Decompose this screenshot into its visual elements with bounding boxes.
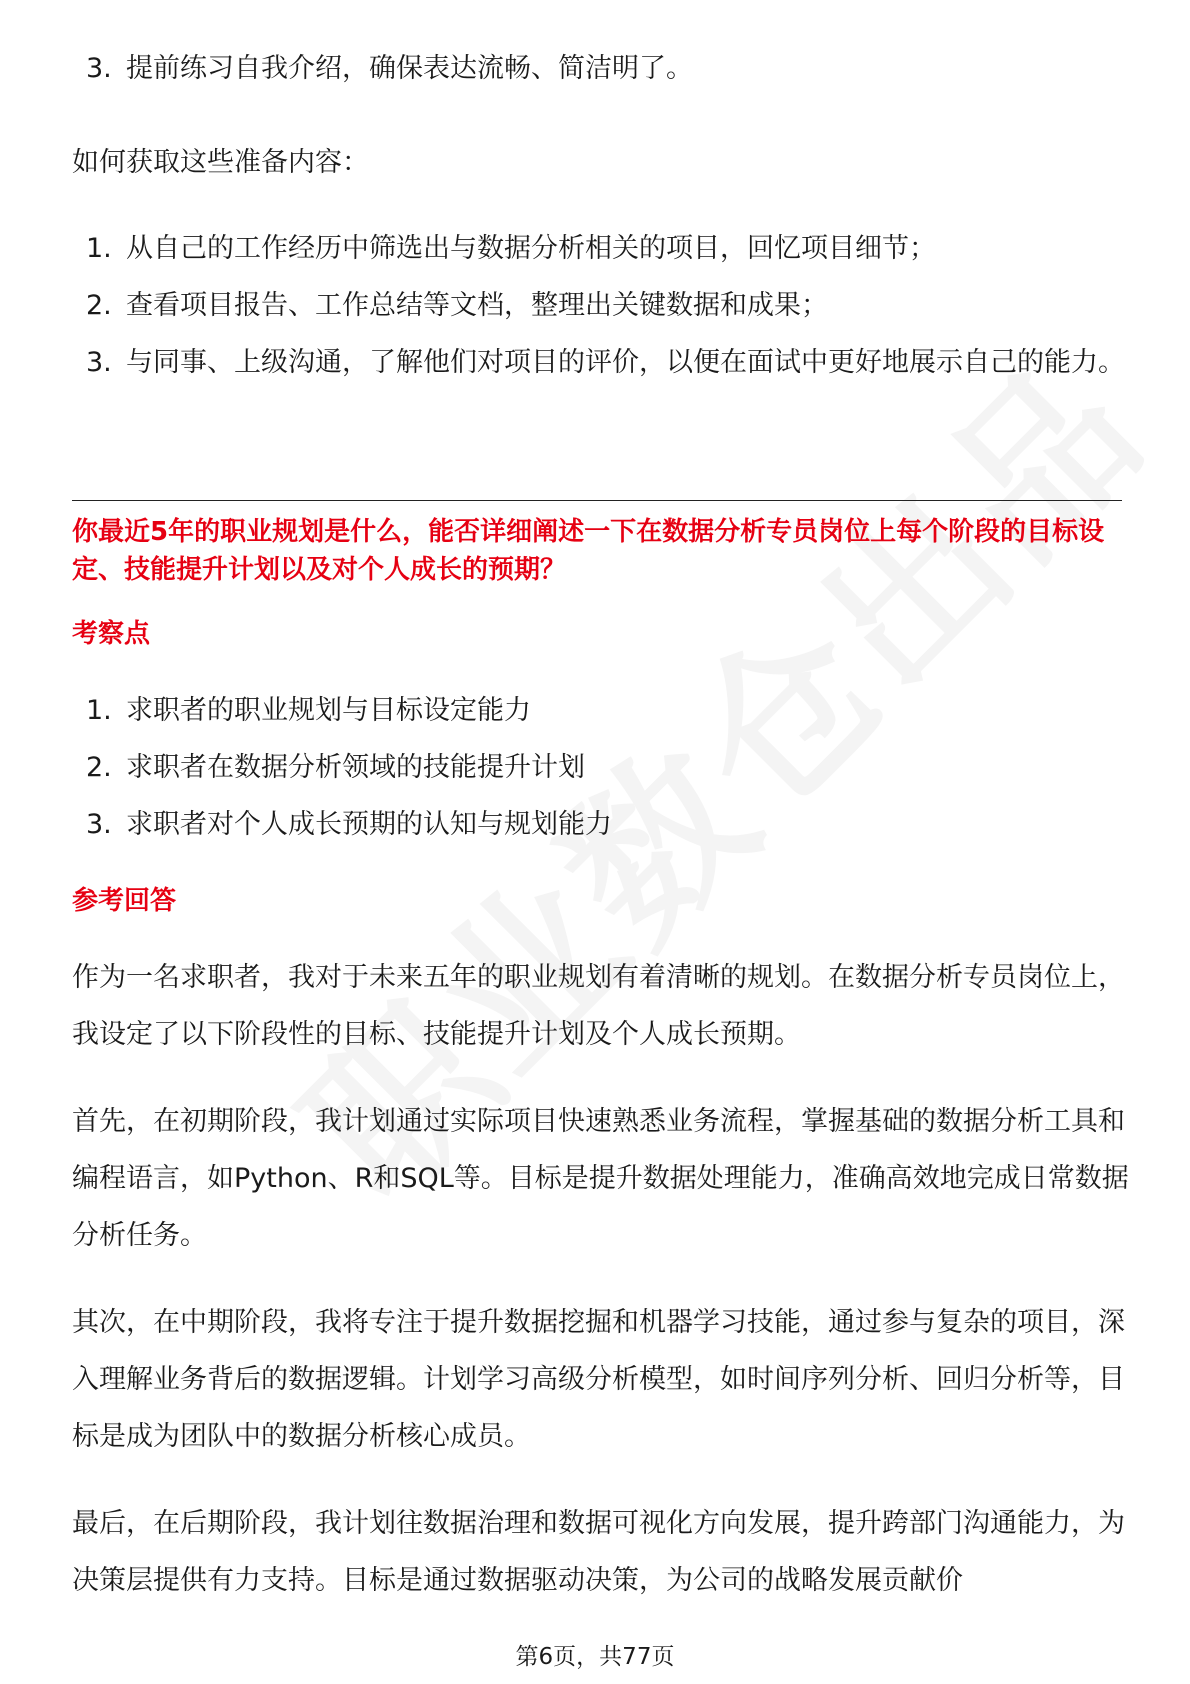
examine-list <box>72 682 1132 853</box>
interview-question: 你最近5年的职业规划是什么，能否详细阐述一下在数据分析专员岗位上每个阶段的目标设定、技能提升计划以及对个人成长的预期？ <box>72 517 1105 585</box>
list-item <box>72 334 1132 391</box>
list-item <box>72 796 1132 853</box>
list-text: 与同事、上级沟通，了解他们对项目的评价，以便在面试中更好地展示自己的能力。 <box>126 347 1125 378</box>
answer-paragraph: 作为一名求职者，我对于未来五年的职业规划有着清晰的规划。在数据分析专员岗位上，我设定了以下阶段性的目标、技能提升计划及个人成长预期。 <box>72 962 1125 1050</box>
list-number: 2. <box>86 752 112 783</box>
list-item <box>72 220 1132 277</box>
list-number: 1. <box>86 233 112 264</box>
prep-heading: 如何获取这些准备内容： <box>72 147 369 178</box>
prep-list <box>72 220 1132 391</box>
list-text: 求职者对个人成长预期的认知与规划能力 <box>126 809 612 840</box>
list-number: 3. <box>86 809 112 840</box>
list-item <box>72 682 1132 739</box>
list-number: 3. <box>86 53 112 84</box>
list-item <box>72 739 1132 796</box>
list-text: 从自己的工作经历中筛选出与数据分析相关的项目，回忆项目细节； <box>126 233 936 264</box>
answer-heading: 参考回答 <box>72 886 177 916</box>
page-footer: 第6页，共77页 <box>515 1644 675 1670</box>
list-text: 求职者的职业规划与目标设定能力 <box>126 695 531 726</box>
answer-paragraph: 其次，在中期阶段，我将专注于提升数据挖掘和机器学习技能，通过参与复杂的项目，深入理解业务背后的数据逻辑。计划学习高级分析模型，如时间序列分析、回归分析等，目标是成为团队中的数据分析核心成员。 <box>72 1307 1125 1452</box>
list-text: 提前练习自我介绍，确保表达流畅、简洁明了。 <box>126 53 693 84</box>
top-list <box>72 40 1132 97</box>
answer-paragraph: 首先，在初期阶段，我计划通过实际项目快速熟悉业务流程，掌握基础的数据分析工具和编程语言，如Python、R和SQL等。目标是提升数据处理能力，准确高效地完成日常数据分析任务。 <box>72 1106 1129 1251</box>
examine-heading: 考察点 <box>72 619 151 649</box>
list-number: 2. <box>86 290 112 321</box>
list-number: 1. <box>86 695 112 726</box>
list-item <box>72 40 1132 97</box>
list-text: 查看项目报告、工作总结等文档，整理出关键数据和成果； <box>126 290 828 321</box>
section-divider <box>72 500 1122 501</box>
list-item <box>72 277 1132 334</box>
answer-paragraph: 最后，在后期阶段，我计划往数据治理和数据可视化方向发展，提升跨部门沟通能力，为决策层提供有力支持。目标是通过数据驱动决策，为公司的战略发展贡献价 <box>72 1508 1125 1596</box>
list-text: 求职者在数据分析领域的技能提升计划 <box>126 752 585 783</box>
list-number: 3. <box>86 347 112 378</box>
